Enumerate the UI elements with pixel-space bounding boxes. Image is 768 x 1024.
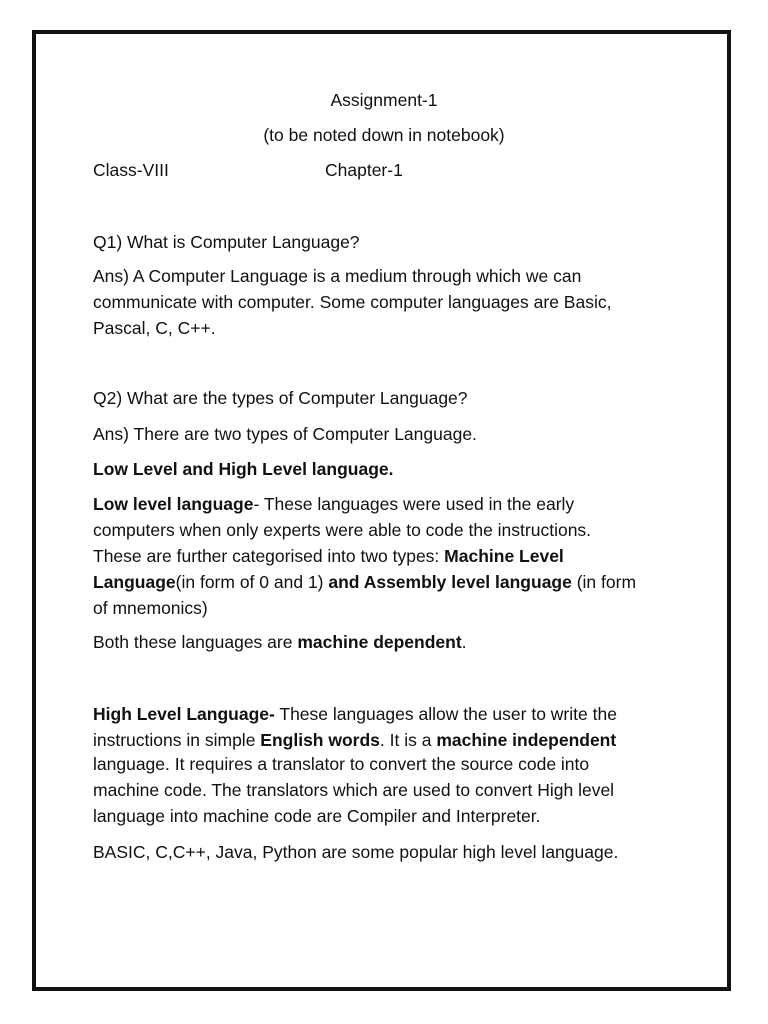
machine-dependent-term: machine dependent: [297, 632, 462, 652]
high-level-line: language into machine code are Compiler and Interpreter.: [93, 806, 541, 826]
low-level-text: - These languages were used in the early: [253, 494, 575, 514]
q2-heading: Low Level and High Level language.: [93, 459, 394, 479]
q1-answer-line: communicate with computer. Some computer languages are Basic,: [93, 292, 612, 312]
high-level-line: [93, 701, 617, 727]
examples-line: BASIC, C,C++, Java, Python are some popular high level language.: [93, 842, 619, 862]
machine-independent-term: machine independent: [436, 730, 617, 750]
low-level-line: [93, 543, 564, 569]
low-level-line: of mnemonics): [93, 598, 208, 618]
low-level-term: Low level language: [93, 494, 254, 514]
low-level-text: (in form of 0 and 1): [175, 572, 329, 592]
low-level-line: computers when only experts were able to code the instructions.: [93, 520, 592, 540]
assignment-subtitle: (to be noted down in notebook): [263, 125, 505, 145]
low-level-text: (in form: [571, 572, 637, 592]
low-level-text: These are further categorised into two types:: [93, 546, 445, 566]
high-level-term: High Level Language-: [93, 704, 275, 724]
high-level-text: These languages allow the user to write the: [274, 704, 617, 724]
low-level-line: [93, 491, 574, 517]
machine-level-term: Machine Level: [444, 546, 564, 566]
q1-question: Q1) What is Computer Language?: [93, 232, 360, 252]
q1-answer-line: Ans) A Computer Language is a medium through which we can: [93, 266, 582, 286]
high-level-line: language. It requires a translator to convert the source code into: [93, 754, 590, 774]
class-label: Class-VIII: [93, 160, 169, 180]
q2-answer: Ans) There are two types of Computer Language.: [93, 424, 477, 444]
english-words-term: English words: [260, 730, 380, 750]
both-text-end: .: [461, 632, 467, 652]
both-languages-line: [93, 629, 467, 655]
assembly-level-term: and Assembly level language: [328, 572, 572, 592]
high-level-text: . It is a: [379, 730, 437, 750]
both-text: Both these languages are: [93, 632, 298, 652]
q1-answer-line: Pascal, C, C++.: [93, 318, 216, 338]
high-level-line: machine code. The translators which are used to convert High level: [93, 780, 615, 800]
high-level-text: instructions in simple: [93, 730, 261, 750]
language-term: Language: [93, 572, 176, 592]
chapter-label: Chapter-1: [325, 160, 403, 180]
high-level-line: [93, 727, 616, 753]
assignment-title: Assignment-1: [330, 90, 438, 110]
q2-question: Q2) What are the types of Computer Language?: [93, 388, 468, 408]
low-level-line: [93, 569, 636, 595]
